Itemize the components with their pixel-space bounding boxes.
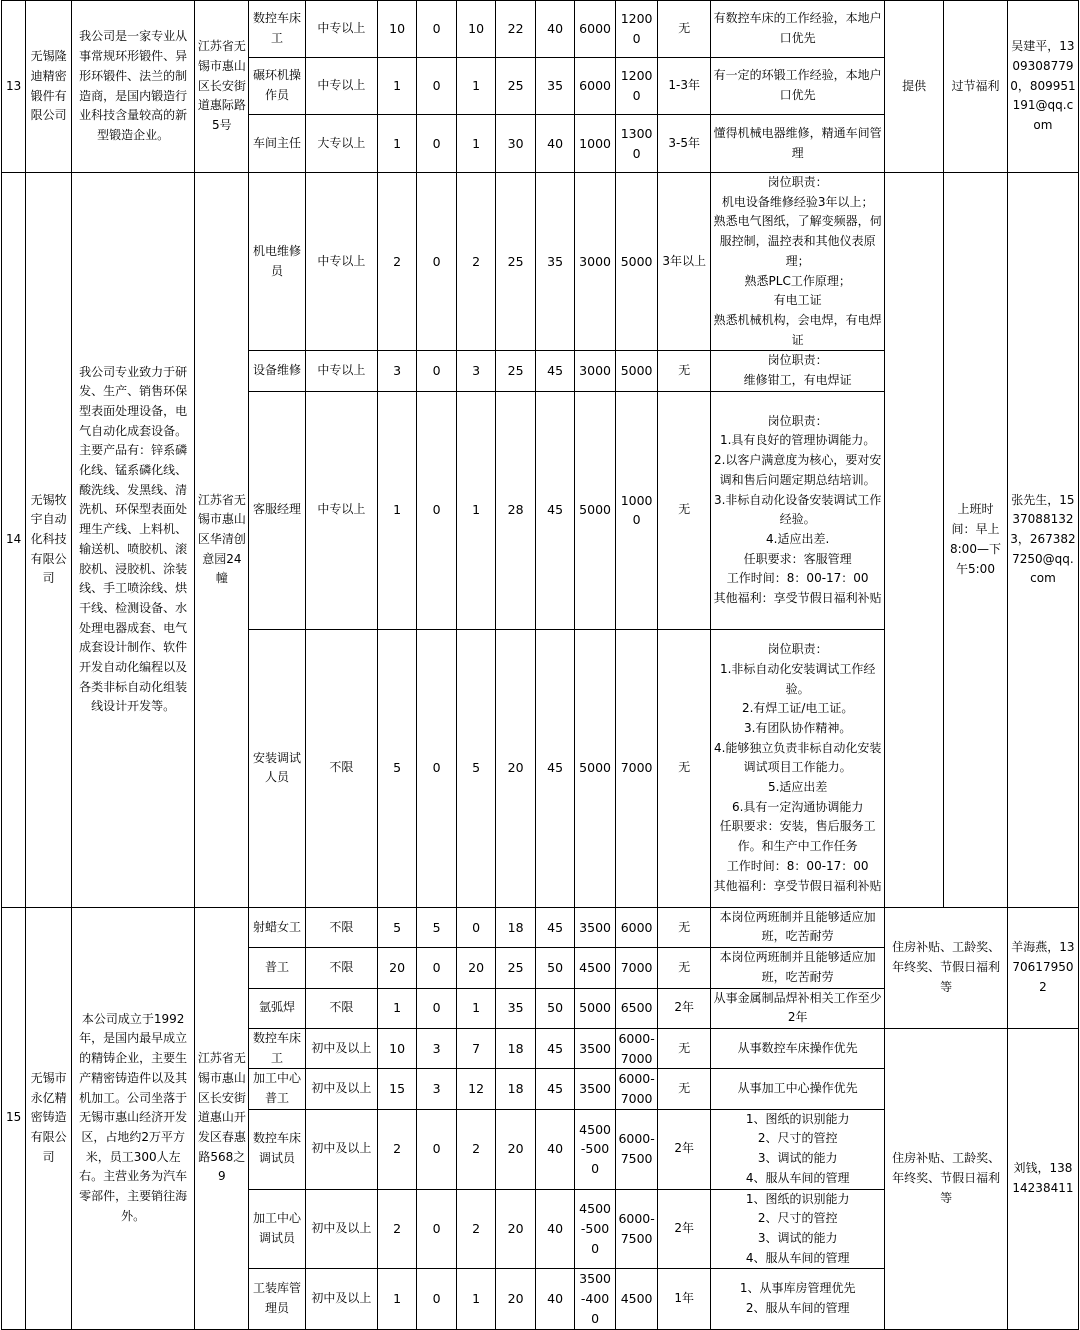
job-female: 0	[417, 173, 457, 351]
job-female: 0	[417, 1, 457, 58]
job-requirements: 岗位职责： 1.具有良好的管理协调能力。 2.以客户满意度为核心，要对安调和售后问题定期总结培训。 3.非标自动化设备安装调试工作经验。 4.适应出差. 任职要求：客服管理 工作时间：8：00-17：00 其他福利：享受节假日福利补贴	[711, 391, 885, 629]
job-headcount: 2	[377, 1109, 417, 1189]
job-male: 2	[456, 173, 496, 351]
job-headcount: 5	[377, 629, 417, 907]
job-experience: 2年	[658, 1189, 711, 1269]
company-contact: 吴建平，13093087790，809951191@qq.com	[1007, 1, 1078, 173]
job-male: 2	[456, 1189, 496, 1269]
job-female: 0	[417, 351, 457, 391]
job-male: 1	[456, 115, 496, 173]
job-education: 不限	[305, 629, 377, 907]
job-pay-max: 6000-7500	[615, 1189, 658, 1269]
job-age-max: 45	[535, 351, 575, 391]
job-age-max: 40	[535, 1, 575, 58]
job-requirements: 从事数控车床操作优先	[711, 1028, 885, 1068]
job-pay-min: 4500	[575, 948, 616, 988]
job-education: 中专以上	[305, 173, 377, 351]
job-title: 客服经理	[249, 391, 306, 629]
company-address: 江苏省无锡市惠山区长安街道惠山开发区春惠路568之9	[195, 907, 249, 1329]
job-requirements: 1、从事库房管理优先 2、服从车间的管理	[711, 1269, 885, 1329]
job-headcount: 2	[377, 173, 417, 351]
job-title: 加工中心调试员	[249, 1189, 306, 1269]
job-headcount: 1	[377, 391, 417, 629]
job-female: 0	[417, 1269, 457, 1329]
job-education: 初中及以上	[305, 1028, 377, 1068]
job-title: 工装库管理员	[249, 1269, 306, 1329]
job-pay-max: 4500	[615, 1269, 658, 1329]
company-intro: 我公司是一家专业从事常规环形锻件、异形环锻件、法兰的制造商，是国内锻造行业科技含量较高的新型锻造企业。	[71, 1, 195, 173]
job-title: 射蜡女工	[249, 907, 306, 947]
job-pay-max: 6000-7500	[615, 1109, 658, 1189]
job-education: 中专以上	[305, 351, 377, 391]
company-benefits: 过节福利	[944, 1, 1008, 173]
job-age-min: 25	[496, 948, 536, 988]
company-housing: 提供	[885, 1, 944, 173]
job-education: 初中及以上	[305, 1189, 377, 1269]
job-requirements: 从事金属制品焊补相关工作至少2年	[711, 988, 885, 1028]
table-row	[2, 1, 1079, 58]
job-age-max: 50	[535, 948, 575, 988]
job-male: 2	[456, 1109, 496, 1189]
job-pay-max: 6000	[615, 907, 658, 947]
job-experience: 无	[658, 351, 711, 391]
job-male: 7	[456, 1028, 496, 1068]
job-requirements: 本岗位两班制并且能够适应加班，吃苦耐劳	[711, 907, 885, 947]
job-pay-max: 6000-7000	[615, 1069, 658, 1109]
job-male: 1	[456, 988, 496, 1028]
job-pay-min: 4500-5000	[575, 1109, 616, 1189]
job-education: 初中及以上	[305, 1109, 377, 1189]
job-pay-min: 3500	[575, 1069, 616, 1109]
company-contact: 张先生，15370881323，2673827250@qq.com	[1007, 173, 1078, 908]
job-education: 中专以上	[305, 1, 377, 58]
job-headcount: 1	[377, 988, 417, 1028]
job-education: 中专以上	[305, 58, 377, 115]
job-female: 0	[417, 629, 457, 907]
job-title: 车间主任	[249, 115, 306, 173]
company-benefits: 上班时间：早上8:00—下午5:00	[944, 173, 1008, 908]
company-name: 无锡隆迪精密锻件有限公司	[26, 1, 72, 173]
job-female: 0	[417, 1189, 457, 1269]
job-headcount: 1	[377, 1269, 417, 1329]
job-headcount: 1	[377, 115, 417, 173]
job-age-max: 45	[535, 1069, 575, 1109]
job-pay-min: 3500	[575, 1028, 616, 1068]
job-male: 20	[456, 948, 496, 988]
job-age-max: 35	[535, 173, 575, 351]
job-headcount: 5	[377, 907, 417, 947]
table-row	[2, 907, 1079, 947]
job-age-min: 25	[496, 173, 536, 351]
company-number: 15	[2, 907, 26, 1329]
job-experience: 无	[658, 1028, 711, 1068]
company-number: 14	[2, 173, 26, 908]
job-headcount: 20	[377, 948, 417, 988]
company-number: 13	[2, 1, 26, 173]
job-pay-max: 6000-7000	[615, 1028, 658, 1068]
job-age-max: 35	[535, 58, 575, 115]
job-female: 3	[417, 1069, 457, 1109]
job-headcount: 15	[377, 1069, 417, 1109]
job-age-max: 40	[535, 115, 575, 173]
job-pay-min: 4500-5000	[575, 1189, 616, 1269]
job-pay-min: 6000	[575, 1, 616, 58]
company-address: 江苏省无锡市惠山区长安街道惠际路5号	[195, 1, 249, 173]
job-female: 0	[417, 1109, 457, 1189]
job-pay-min: 5000	[575, 988, 616, 1028]
job-age-max: 45	[535, 629, 575, 907]
table-row	[2, 173, 1079, 351]
job-title: 设备维修	[249, 351, 306, 391]
job-pay-max: 10000	[615, 391, 658, 629]
job-experience: 无	[658, 629, 711, 907]
job-requirements: 岗位职责： 1.非标自动化安装调试工作经验。 2.有焊工证/电工证。 3.有团队协作精神。 4.能够独立负责非标自动化安装调试项目工作能力。 5.适应出差 6.具有一定沟通协调能力 任职要求：安装，售后服务工作。和生产中工作任务 工作时间：8：00-17：00 其他福利：享受节假日福利补贴	[711, 629, 885, 907]
job-title: 碾环机操作员	[249, 58, 306, 115]
job-pay-max: 13000	[615, 115, 658, 173]
job-pay-max: 5000	[615, 173, 658, 351]
job-title: 安装调试人员	[249, 629, 306, 907]
job-female: 3	[417, 1028, 457, 1068]
job-age-min: 20	[496, 1189, 536, 1269]
job-requirements: 岗位职责： 机电设备维修经验3年以上； 熟悉电气图纸，了解变频器，伺服控制，温控表和其他仪表原理； 熟悉PLC工作原理； 有电工证 熟悉机械机构，会电焊，有电焊证	[711, 173, 885, 351]
company-intro: 我公司专业致力于研发、生产、销售环保型表面处理设备，电气自动化成套设备。 主要产品有：锌系磷化线、锰系磷化线、酸洗线、发黑线、清洗机、环保型表面处理生产线、上料机、输送机、喷胶机、滚胶机、浸胶机、涂装线、手工喷涂线、烘干线、检测设备、水处理电器成套、电气成套设计制作、软件开发自动化编程以及各类非标自动化组装线设计开发等。	[71, 173, 195, 908]
job-age-min: 25	[496, 351, 536, 391]
job-requirements: 1、图纸的识别能力 2、尺寸的管控 3、调试的能力 4、服从车间的管理	[711, 1109, 885, 1189]
job-age-max: 45	[535, 391, 575, 629]
job-male: 1	[456, 391, 496, 629]
job-age-min: 20	[496, 1269, 536, 1329]
job-experience: 1-3年	[658, 58, 711, 115]
job-headcount: 2	[377, 1189, 417, 1269]
job-education: 不限	[305, 988, 377, 1028]
job-experience: 无	[658, 907, 711, 947]
job-requirements: 本岗位两班制并且能够适应加班，吃苦耐劳	[711, 948, 885, 988]
job-title: 机电维修员	[249, 173, 306, 351]
job-age-min: 18	[496, 1028, 536, 1068]
company-name: 无锡牧宇自动化科技有限公司	[26, 173, 72, 908]
job-pay-min: 5000	[575, 391, 616, 629]
job-male: 3	[456, 351, 496, 391]
company-contact: 羊海燕，13706179502	[1007, 907, 1078, 1028]
job-experience: 2年	[658, 1109, 711, 1189]
job-education: 大专以上	[305, 115, 377, 173]
job-age-min: 18	[496, 907, 536, 947]
job-female: 5	[417, 907, 457, 947]
job-male: 12	[456, 1069, 496, 1109]
company-intro: 本公司成立于1992年，是国内最早成立的精铸企业，主要生产精密铸造件以及其机加工。公司坐落于无锡市惠山经济开发区，占地约2万平方米，员工300人左右。主营业务为汽车零部件，主要销往海外。	[71, 907, 195, 1329]
job-pay-max: 12000	[615, 58, 658, 115]
job-age-min: 18	[496, 1069, 536, 1109]
job-requirements: 有数控车床的工作经验，本地户口优先	[711, 1, 885, 58]
job-experience: 3年以上	[658, 173, 711, 351]
job-experience: 无	[658, 1069, 711, 1109]
recruitment-table	[1, 0, 1079, 1330]
job-education: 初中及以上	[305, 1269, 377, 1329]
job-female: 0	[417, 115, 457, 173]
job-education: 初中及以上	[305, 1069, 377, 1109]
job-headcount: 10	[377, 1, 417, 58]
job-male: 10	[456, 1, 496, 58]
job-requirements: 1、图纸的识别能力 2、尺寸的管控 3、调试的能力 4、服从车间的管理	[711, 1189, 885, 1269]
job-education: 不限	[305, 948, 377, 988]
company-name: 无锡市永亿精密铸造有限公司	[26, 907, 72, 1329]
job-male: 5	[456, 629, 496, 907]
job-pay-min: 3500-4000	[575, 1269, 616, 1329]
job-pay-max: 5000	[615, 351, 658, 391]
job-male: 1	[456, 58, 496, 115]
job-pay-max: 7000	[615, 629, 658, 907]
job-age-min: 35	[496, 988, 536, 1028]
job-age-max: 40	[535, 1189, 575, 1269]
job-experience: 3-5年	[658, 115, 711, 173]
job-experience: 1年	[658, 1269, 711, 1329]
job-requirements: 岗位职责： 维修钳工，有电焊证	[711, 351, 885, 391]
job-age-max: 50	[535, 988, 575, 1028]
job-female: 0	[417, 391, 457, 629]
job-requirements: 懂得机械电器维修，精通车间管理	[711, 115, 885, 173]
job-pay-min: 3000	[575, 173, 616, 351]
company-contact: 刘钱，13814238411	[1007, 1028, 1078, 1329]
job-requirements: 有一定的环锻工作经验，本地户口优先	[711, 58, 885, 115]
company-housing	[885, 173, 944, 908]
job-title: 数控车床工	[249, 1, 306, 58]
job-headcount: 10	[377, 1028, 417, 1068]
job-title: 氩弧焊	[249, 988, 306, 1028]
job-title: 普工	[249, 948, 306, 988]
job-age-max: 45	[535, 1028, 575, 1068]
job-pay-min: 1000	[575, 115, 616, 173]
job-title: 数控车床调试员	[249, 1109, 306, 1189]
job-pay-min: 3500	[575, 907, 616, 947]
job-pay-max: 6500	[615, 988, 658, 1028]
job-experience: 无	[658, 948, 711, 988]
job-age-min: 20	[496, 1109, 536, 1189]
job-education: 不限	[305, 907, 377, 947]
job-age-min: 30	[496, 115, 536, 173]
job-age-min: 25	[496, 58, 536, 115]
job-experience: 无	[658, 1, 711, 58]
job-headcount: 1	[377, 58, 417, 115]
job-age-min: 20	[496, 629, 536, 907]
job-title: 加工中心普工	[249, 1069, 306, 1109]
job-education: 中专以上	[305, 391, 377, 629]
company-address: 江苏省无锡市惠山区华清创意园24幢	[195, 173, 249, 908]
job-age-min: 28	[496, 391, 536, 629]
job-pay-min: 6000	[575, 58, 616, 115]
job-title: 数控车床工	[249, 1028, 306, 1068]
job-headcount: 3	[377, 351, 417, 391]
job-age-max: 40	[535, 1269, 575, 1329]
company-benefits: 住房补贴、工龄奖、年终奖、节假日福利等	[885, 907, 1008, 1028]
job-age-min: 22	[496, 1, 536, 58]
job-pay-max: 12000	[615, 1, 658, 58]
job-requirements: 从事加工中心操作优先	[711, 1069, 885, 1109]
job-female: 0	[417, 988, 457, 1028]
company-benefits: 住房补贴、工龄奖、年终奖、节假日福利等	[885, 1028, 1008, 1329]
job-male: 1	[456, 1269, 496, 1329]
job-female: 0	[417, 948, 457, 988]
job-pay-min: 3000	[575, 351, 616, 391]
job-pay-min: 5000	[575, 629, 616, 907]
job-experience: 无	[658, 391, 711, 629]
job-age-max: 40	[535, 1109, 575, 1189]
job-male: 0	[456, 907, 496, 947]
job-age-max: 45	[535, 907, 575, 947]
job-female: 0	[417, 58, 457, 115]
job-pay-max: 7000	[615, 948, 658, 988]
job-experience: 2年	[658, 988, 711, 1028]
